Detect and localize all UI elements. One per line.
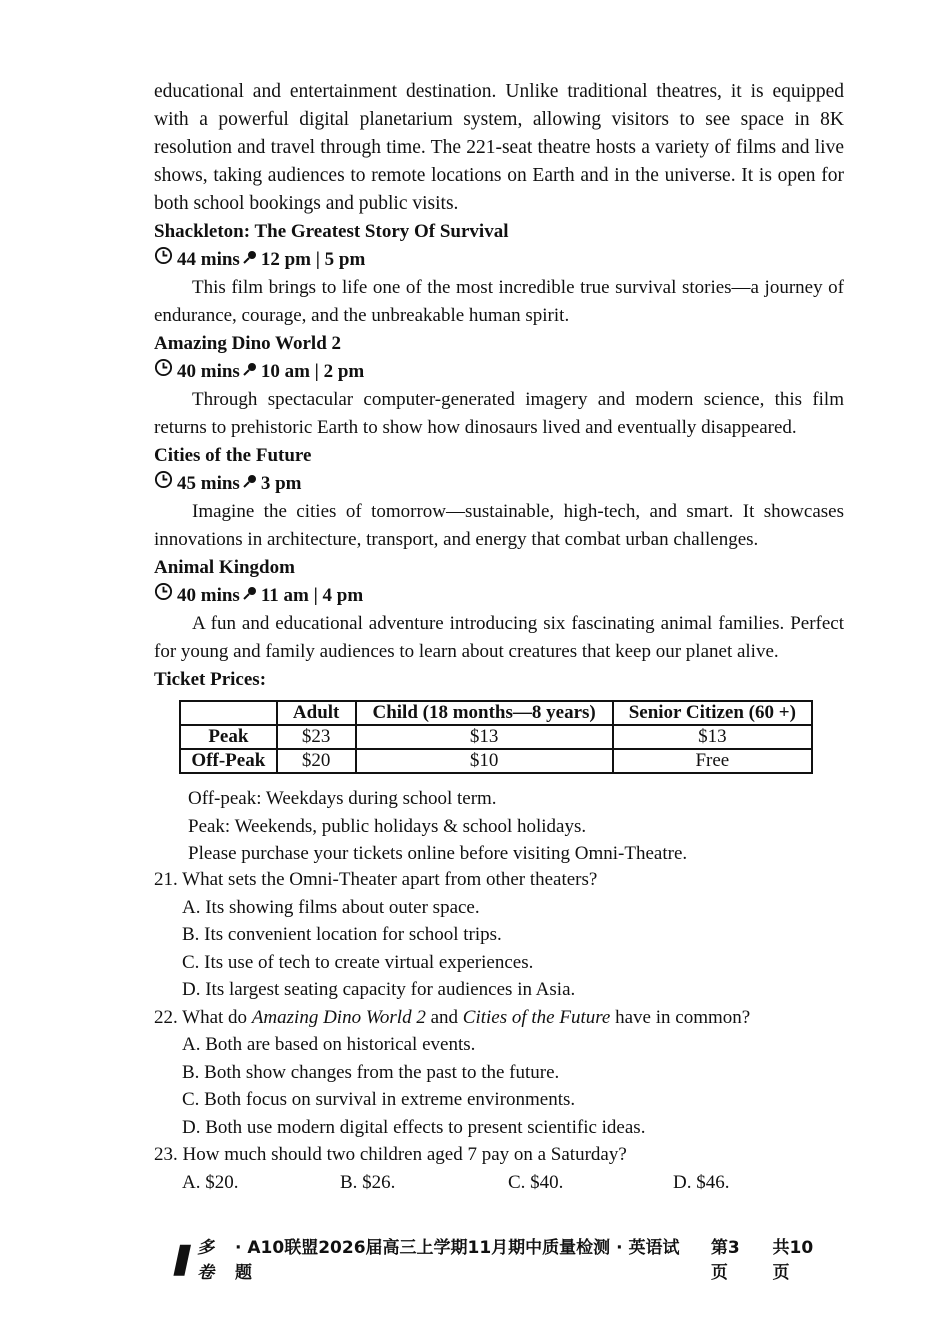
answer-option: B. Its convenient location for school trips. — [182, 924, 502, 945]
intro-paragraph: educational and entertainment destination. Unlike traditional theatres, it is equipped with a powerful digital planetarium system, allowing visitors to see space in 8K resolution and travel through time. The 221-seat theatre hosts a variety of films and live shows, taking audiences to remote locations on Earth and in the universe. It is open for both school bookings and public visits. — [154, 81, 844, 214]
clock-icon — [154, 358, 173, 386]
clock-icon — [154, 582, 173, 610]
film-description: Imagine the cities of tomorrow—sustainable, high-tech, and smart. It showcases innovations in architecture, transport, and energy that combat urban challenges. — [154, 501, 844, 550]
note-line: Off-peak: Weekdays during school term. — [188, 788, 497, 809]
page-total: 共10页 — [772, 1238, 814, 1283]
passage — [154, 78, 844, 694]
table-header-cell: Adult — [277, 701, 356, 725]
answer-option: B. $26. — [340, 1171, 396, 1193]
logo-text: 多卷 — [197, 1238, 215, 1283]
film-title: Shackleton: The Greatest Story Of Survival — [154, 221, 509, 242]
film-duration: 40 mins — [177, 361, 240, 382]
note-line: Please purchase your tickets online before visiting Omni-Theatre. — [188, 843, 688, 864]
film-times: 3 pm — [260, 473, 302, 494]
answer-option: D. $46. — [673, 1171, 730, 1193]
film-name: Cities of the Future — [462, 1006, 611, 1028]
question-stem-text: 22. What do — [154, 1006, 252, 1028]
table-row — [180, 749, 812, 773]
ticket-notes — [188, 785, 687, 868]
table-row-label: Off-Peak — [180, 749, 277, 773]
table-cell: $13 — [356, 725, 613, 749]
film-title: Cities of the Future — [154, 445, 312, 466]
table-cell: $13 — [613, 725, 812, 749]
table-header-cell: Child (18 months—8 years) — [356, 701, 613, 725]
answer-option: A. $20. — [182, 1171, 239, 1193]
table-header-cell: Senior Citizen (60 +) — [613, 701, 812, 725]
ticket-heading: Ticket Prices: — [154, 669, 267, 690]
film-duration: 45 mins — [177, 473, 240, 494]
table-row — [180, 725, 812, 749]
pin-icon — [243, 582, 257, 610]
answer-option: D. Its largest seating capacity for audiences in Asia. — [182, 979, 576, 1000]
pin-icon — [243, 246, 257, 274]
film-meta — [154, 246, 844, 274]
questions — [154, 866, 844, 1196]
logo-icon: ❚ — [166, 1240, 199, 1276]
answer-option: A. Its showing films about outer space. — [182, 896, 480, 918]
answer-option: A. Both are based on historical events. — [182, 1034, 476, 1055]
pin-icon — [243, 358, 257, 386]
answer-option: C. $40. — [508, 1171, 564, 1193]
film-block — [154, 330, 844, 442]
film-times: 12 pm | 5 pm — [260, 249, 366, 270]
table-cell: Free — [613, 749, 812, 773]
film-block — [154, 218, 844, 330]
table-cell: $20 — [277, 749, 356, 773]
answer-option: C. Its use of tech to create virtual experiences. — [182, 951, 534, 973]
film-block — [154, 442, 844, 554]
question-stem: 21. What sets the Omni-Theater apart from other theaters? — [154, 869, 598, 890]
pin-icon — [243, 470, 257, 498]
film-times: 11 am | 4 pm — [260, 585, 364, 606]
table-header-row — [180, 701, 812, 725]
table-cell: $23 — [277, 725, 356, 749]
table-header-cell — [180, 701, 277, 725]
question-stem: 23. How much should two children aged 7 pay on a Saturday? — [154, 1144, 627, 1165]
film-meta — [154, 582, 844, 610]
film-description: A fun and educational adventure introducing six fascinating animal families. Perfect for young and family audiences to learn about creatures that keep our planet alive. — [154, 613, 844, 662]
ticket-price-table — [179, 700, 813, 774]
film-meta — [154, 358, 844, 386]
answer-option: C. Both focus on survival in extreme environments. — [182, 1089, 576, 1110]
clock-icon — [154, 470, 173, 498]
film-duration: 40 mins — [177, 585, 240, 606]
film-description: Through spectacular computer-generated imagery and modern science, this film returns to prehistoric Earth to show how dinosaurs lived and eventually disappeared. — [154, 389, 844, 438]
table-row-label: Peak — [180, 725, 277, 749]
film-duration: 44 mins — [177, 249, 240, 270]
film-meta — [154, 470, 844, 498]
footer-title: · A10联盟2026届高三上学期11月期中质量检测 · 英语试题 — [235, 1238, 680, 1283]
question-stem-text: and — [425, 1006, 463, 1028]
question-stem-text: have in common? — [610, 1006, 751, 1028]
film-title: Animal Kingdom — [154, 557, 295, 578]
answer-option: D. Both use modern digital effects to present scientific ideas. — [182, 1116, 646, 1138]
page-footer — [166, 1233, 830, 1283]
answer-option-row — [182, 1169, 844, 1197]
table-cell: $10 — [356, 749, 613, 773]
film-description: This film brings to life one of the most incredible true survival stories—a journey of endurance, courage, and the unbreakable human spirit. — [154, 277, 844, 326]
page-number: 第3页 — [710, 1238, 740, 1283]
film-title: Amazing Dino World 2 — [154, 333, 342, 354]
answer-option: B. Both show changes from the past to the future. — [182, 1061, 560, 1083]
film-times: 10 am | 2 pm — [260, 361, 365, 382]
note-line: Peak: Weekends, public holidays & school holidays. — [188, 815, 587, 837]
question-stem — [154, 1004, 844, 1032]
film-block — [154, 554, 844, 666]
clock-icon — [154, 246, 173, 274]
film-name: Amazing Dino World 2 — [251, 1006, 426, 1028]
